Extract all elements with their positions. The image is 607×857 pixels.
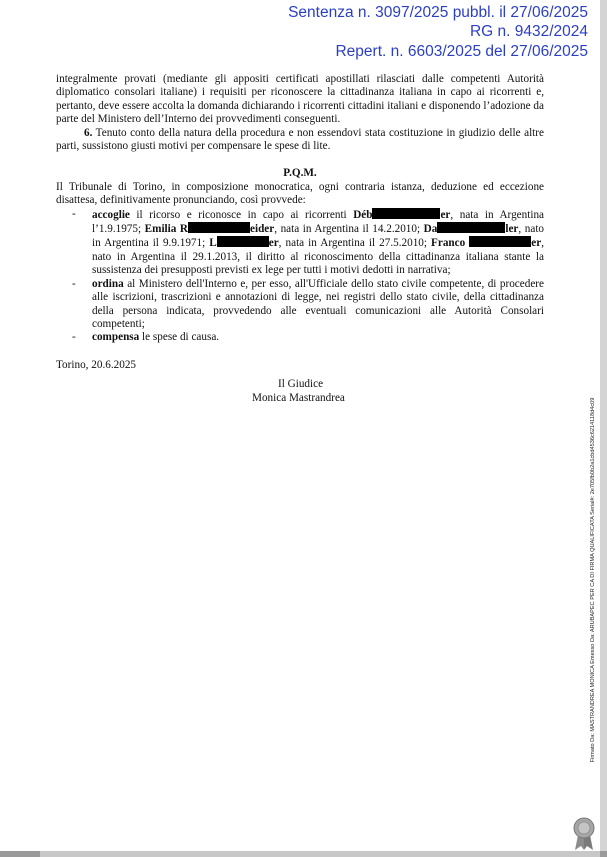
signature-name: Monica Mastrandrea [252, 391, 345, 404]
redaction-block [437, 222, 505, 233]
redaction-block [469, 236, 531, 247]
point-6-paragraph [56, 127, 544, 154]
signature-role: Il Giudice [278, 378, 324, 391]
redaction-block [217, 236, 269, 247]
header-rg: RG n. 9432/2024 [469, 23, 588, 40]
verb-compensa: compensa [92, 331, 140, 344]
point-6-text: Tenuto conto della natura della procedura e non essendovi stata costituzione in giudizio delle altre parti, sussistono giusti motivi per compensare le spese di lite. [56, 126, 544, 153]
verb-accoglie: accoglie [92, 208, 130, 221]
pqm-intro: Il Tribunale di Torino, in composizione monocratica, ogni contraria istanza, deduzione ed eccezione disattesa, definitivamente pronunciando, così provvede: [56, 180, 544, 207]
redaction-block [372, 208, 440, 219]
viewer-vertical-scrollbar[interactable] [600, 0, 607, 857]
bullet-compensa: - compensa le spese di causa. [72, 331, 220, 344]
place-date: Torino, 20.6.2025 [56, 358, 137, 371]
scrollbar-thumb[interactable] [40, 851, 600, 857]
header-sentenza: Sentenza n. 3097/2025 pubbl. il 27/06/2025 [288, 4, 588, 21]
certificate-seal-icon [571, 817, 597, 851]
point-6-number: 6. [84, 126, 93, 139]
bullet-dash: - [72, 331, 76, 344]
bullet-dash: - [72, 277, 76, 290]
pqm-title: P.Q.M. [283, 167, 317, 180]
document-body [56, 73, 544, 405]
header-repert: Repert. n. 6603/2025 del 27/06/2025 [335, 43, 588, 60]
bullet-dash: - [72, 207, 76, 220]
verb-ordina: ordina [92, 277, 124, 290]
digital-signature-text: Firmato Da: MASTRANDREA MONICA Emesso Da: ARUBAPEC PER CA DI FIRMA QUALIFICATA Serial#: 2e705fb0b2a1cbd4536c6214118d4c09 [590, 397, 596, 763]
bullet-ordina: - ordina al Ministero dell'Interno e, per esso, all'Ufficiale dello stato civile competente, di procedere alle iscrizioni, trascrizioni e annotazioni di legge, nei registri dello stato civile, della cittadinanza della persona indicata, provvedendo alle eventuali comunicazioni alle Autorità Consolari competenti; [72, 277, 544, 330]
bullet-accoglie: - accoglie il ricorso e riconosce in capo ai ricorrenti Déb er, nata in Argentina l’1.9.1975; Emilia R eider, nata in Argentina il 14.2.2010; Da ler, nato in Argentina il 9.9.1971; L er, nata in Argentina il 27.5.2010; Franco er, nato in Argentina il 29.1.2013, il diritto al riconoscimento della cittadinanza italiana stante la sussistenza dei presupposti previsti ex lege per tutti i motivi dedotti in narrativa; [72, 207, 545, 277]
intro-paragraph: integralmente provati (mediante gli appositi certificati apostillati rilasciati dalle competenti Autorità diplomatico consolari italiane) i requisiti per riconoscere la cittadinanza italiana in capo ai ricorrenti e, pertanto, deve essere accolta la domanda dichiarando i ricorrenti cittadini italiani e disponendo l’adozione da parte del Ministero dell’Interno dei provvedimenti conseguenti. [56, 73, 544, 126]
redaction-block [188, 222, 250, 233]
